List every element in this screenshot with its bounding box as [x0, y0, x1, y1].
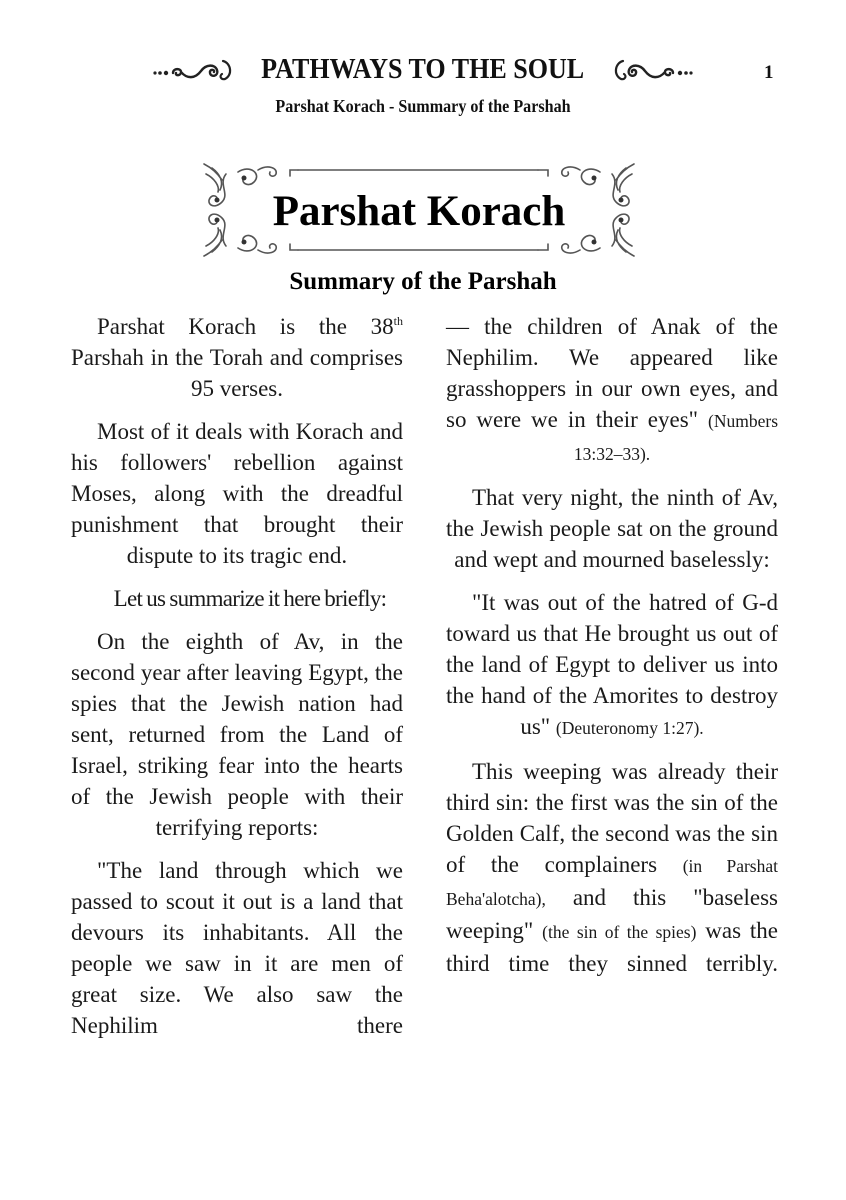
- paragraph-quote-cont: [446, 311, 778, 470]
- paragraph-spies: On the eighth of Av, in the second year after leaving Egypt, the spies that the Jewish nation had sent, returned from the Land of Israel, striking fear into the hearts of the Jewish people with their terrifying reports:: [71, 629, 403, 840]
- paragraph-quote-hatred: [446, 587, 778, 744]
- ordinal-suffix: th: [393, 314, 403, 328]
- citation-deuteronomy: (Deuteronomy 1:27).: [555, 718, 704, 738]
- title-box: [198, 160, 640, 260]
- sin-text-a: This weeping was already their third sin: the first was the sin of the Golden Calf, the second was the sin of the complainers: [446, 759, 778, 877]
- intro-text-cont: Parshah in the Torah and comprises 95 verses.: [71, 345, 403, 401]
- paragraph-intro: [71, 311, 403, 404]
- page-number: 1: [764, 62, 774, 83]
- paragraph-quote-land: "The land through which we passed to scout it out is a land that devours its inhabitants. All the people we saw in it are men of great size. We also saw the Nephilim there: [71, 858, 403, 1038]
- running-subtitle: Parshat Korach - Summary of the Parshah: [275, 96, 571, 116]
- paragraph-ninth-of-av: That very night, the ninth of Av, the Jewish people sat on the ground and wept and mourned baselessly:: [446, 485, 778, 572]
- paragraph-rebellion: Most of it deals with Korach and his followers' rebellion against Moses, along with the dreadful punishment that brought their dispute to its tragic end.: [71, 419, 403, 568]
- intro-text: Parshat Korach is the 38: [97, 314, 394, 339]
- quote-text: "It was out of the hatred of G-d toward us that He brought us out of the land of Egypt to deliver us into the hand of the Amorites to destroy us": [446, 590, 778, 739]
- series-title: PATHWAYS TO THE SOUL: [261, 54, 585, 85]
- note-behaalotcha: (in Parshat Beha'alotcha),: [446, 856, 778, 909]
- citation-numbers: (Numbers 13:32–33).: [573, 411, 779, 464]
- paragraph-third-sin: [446, 756, 778, 979]
- flourish-right-icon: [603, 57, 695, 83]
- flourish-left-icon: [151, 57, 243, 83]
- left-column: [71, 311, 403, 1053]
- sin-text-c: was the third time they sinned terribly.: [446, 918, 778, 976]
- sin-text-b: and this "baseless weeping": [446, 885, 778, 943]
- quote-text: — the children of Anak of the Nephilim. We appeared like grasshoppers in our own eyes, and so were we in their eyes": [446, 314, 778, 432]
- page-title: Parshat Korach: [272, 187, 566, 235]
- right-column: [446, 311, 778, 991]
- paragraph-summary-lead: Let us summarize it here briefly:: [113, 586, 387, 611]
- series-title-row: [128, 52, 718, 88]
- section-heading: Summary of the Parshah: [289, 268, 557, 295]
- note-spies: (the sin of the spies): [542, 922, 697, 942]
